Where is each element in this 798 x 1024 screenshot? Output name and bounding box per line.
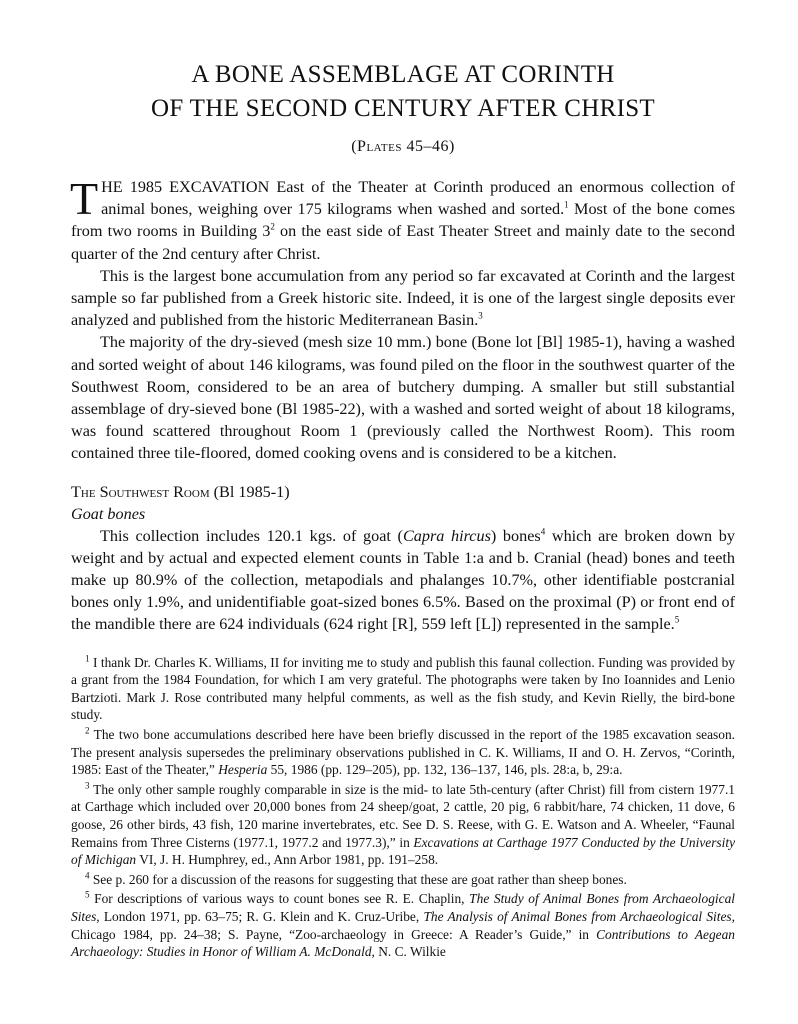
footnote-5: $^5$ For descriptions of various ways to count bones see R. E. Chaplin, The Study of Animal Bones from Archaeological Sites, London 1971, pp. 63–75; R. G. Klein and K. Cruz-Uribe, The Analysis of Animal Bones from Archaeological Sites, Chicago 1984, pp. 24–38; S. Payne, “Zoo-archaeology in Greece: A Reader’s Guide,” in Contributions to Aegean Archaeology: Studies in Honor of William A. McDonald, N. C. Wilkie: [71, 889, 735, 960]
footnote-ref-1: 1: [564, 199, 569, 210]
paragraph-3: The majority of the dry-sieved (mesh size 10 mm.) bone (Bone lot [Bl] 1985-1), having a washed and sorted weight of about 146 kilograms, was found piled on the floor in the southwest quarter of the Southwest Room, considered to be an area of butchery dumping. A smaller but still substantial assemblage of dry-sieved bone (Bl 1985-22), with a washed and sorted weight of about 18 kilograms, was found scattered throughout Room 1 (previously called the Northwest Room). This room contained three tile-floored, domed cooking ovens and is considered to be a kitchen.: [71, 333, 735, 463]
subsection-heading: Goat bones: [71, 504, 146, 523]
article-title: [71, 58, 735, 126]
footnote-ref-3: 3: [478, 310, 483, 321]
species-name: Capra hircus: [402, 526, 491, 545]
paragraph-4: This collection includes 120.1 kgs. of goat (Capra hircus) bones$^4$ which are broken down by weight and by actual and expected element counts in Table 1:a and b. Cranial (head) bones and teeth make up 80.9% of the collection, metapodials and phalanges 10.7%, other identifiable postcranial bones only 1.9%, and unidentifiable goat-sized bones 6.5%. Based on the proximal (P) or front end of the mandible there are 624 individuals (624 right [R], 559 left [L]) represented in the sample.$^5$: [71, 526, 735, 634]
footnote-1: $^1$ I thank Dr. Charles K. Williams, II for inviting me to study and publish this faunal collection. Funding was provided by a grant from the 1984 Foundation, for which I am very grateful. The photographs were taken by Ino Ioannides and Lenio Bartzioti. Mark J. Rose contributed many helpful comments, as well as the fish study, and Kevin Rielly, the bird-bone study.: [71, 653, 735, 723]
footnote-4: $^4$ See p. 260 for a discussion of the reasons for suggesting that these are goat rather than sheep bones.: [85, 870, 627, 887]
article-page: [71, 58, 735, 963]
paragraph-2: This is the largest bone accumulation from any period so far excavated at Corinth and the largest sample so far published from a Greek historic site. Indeed, it is one of the largest single deposits ever analyzed and published from the historic Mediterranean Basin.$^3$: [71, 266, 735, 330]
intro-lead: HE 1985 EXCAVATION: [101, 178, 270, 196]
intro-paragraph: THE 1985 EXCAVATION East of the Theater at Corinth produced an enormous collection of animal bones, weighing over 175 kilograms when washed and sorted.$^1$ Most of the bone comes from two rooms in Building $3^2$ on the east side of East Theater Street and mainly date to the second quarter of the 2nd century after Christ.: [70, 173, 735, 263]
title-line-2: OF THE SECOND CENTURY AFTER CHRIST: [150, 95, 655, 122]
plates-reference: (Plates 45–46): [351, 138, 455, 155]
footnote-2: $^2$ The two bone accumulations described here have been briefly discussed in the report of the 1985 excavation season. The present analysis supersedes the preliminary observations published in C. K. Williams, II and O. H. Zervos, “Corinth, 1985: East of the Theater,” Hesperia 55, 1986 (pp. 129–205), pp. 132, 136–137, 146, pls. 28:a, b, 29:a.: [71, 725, 735, 778]
article-body: [70, 173, 735, 636]
drop-cap: T: [70, 173, 99, 224]
section-heading: The Southwest Room (Bl 1985-1): [71, 482, 290, 501]
title-line-1: A BONE ASSEMBLAGE AT CORINTH: [191, 61, 615, 88]
footnote-ref-5: 5: [674, 615, 680, 626]
footnote-ref-2: 2: [270, 222, 275, 233]
footnote-ref-4: 4: [540, 526, 546, 537]
footnote-3: $^3$ The only other sample roughly comparable in size is the mid- to late 5th-century (after Christ) fill from cistern 1977.1 at Carthage which included over 20,000 bones from 24 sheep/goat, 2 cattle, 20 pig, 6 rabbit/hare, 74 chicken, 11 dove, 6 goose, 26 other birds, 43 fish, 120 marine invertebrates, etc. See D. S. Reese, with G. E. Watson and A. Wheeler, “Faunal Remains from Three Cisterns (1977.1, 1977.2 and 1977.3),” in Excavations at Carthage 1977 Conducted by the University of Michigan VI, J. H. Humphrey, ed., Ann Arbor 1981, pp. 191–258.: [71, 780, 736, 868]
footnotes: [71, 654, 735, 961]
